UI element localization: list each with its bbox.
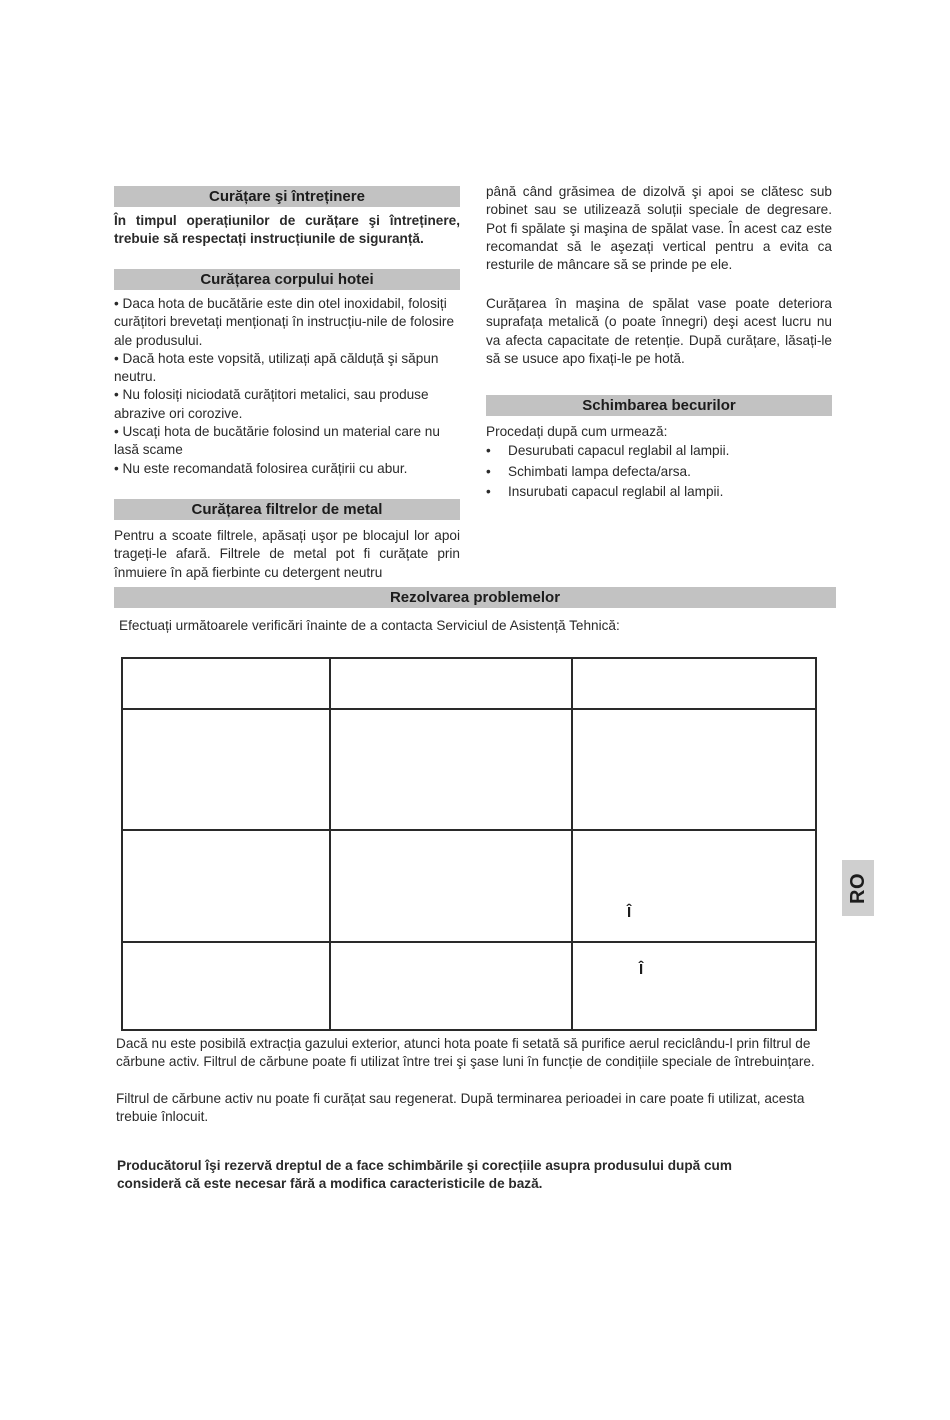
manufacturer-note: Producătorul îşi rezervă dreptul de a face schimbările şi corecțiile asupra produsului după cum consideră că este necesar fără a modifica caracteristicile de bază. [117,1158,732,1192]
table-cell [572,830,816,942]
body-cleaning-list [114,295,460,478]
body-cleaning-item: • Nu folosiți niciodată curățitori metalici, sau produse abrazive ori corozive. [114,387,429,421]
bulbs-intro: Procedați după cum urmează: [486,424,668,439]
language-tab [842,860,874,916]
cleaning-intro: În timpul operațiunilor de curățare şi întreținere, trebuie să respectați instrucțiunile de siguranță. [114,213,460,247]
bulbs-step: • Desurubati capacul reglabil al lampii. [486,441,832,462]
troubleshooting-table [121,657,817,1031]
troubleshooting-heading: Rezolvarea problemelor [114,587,836,608]
table-glyph: Î [627,904,632,921]
troubleshooting-intro: Efectuați următoarele verificări înainte de a contacta Serviciul de Asistență Tehnică: [119,618,620,633]
language-tab-label: RO [846,872,869,904]
body-cleaning-item: • Uscați hota de bucătărie folosind un material care nu lasă scame [114,424,440,458]
table-cell [572,709,816,830]
table-cell [122,942,330,1030]
table-cell [330,830,572,942]
body-cleaning-item: • Daca hota de bucătărie este din otel inoxidabil, folosiți curățitori brevetați menționați în instrucțiu-nile de folosire ale produsului. [114,296,455,348]
body-cleaning-item: • Nu este recomandată folosirea curățirii cu abur. [114,460,408,476]
bulbs-heading: Schimbarea becurilor [486,395,832,416]
table-row [122,942,816,1030]
bulbs-step: • Schimbati lampa defecta/arsa. [486,462,832,483]
carbon-filter-text-2: Filtrul de cărbune activ nu poate fi curățat sau regenerat. După terminarea perioadei in care poate fi utilizat, acesta trebuie înlocuit. [116,1091,805,1125]
table-cell [330,658,572,709]
table-cell [330,709,572,830]
bulbs-step: • Insurubati capacul reglabil al lampii. [486,482,832,503]
table-row [122,830,816,942]
bulbs-steps [486,441,832,503]
filters-text: Pentru a scoate filtrele, apăsați uşor pe blocajul lor apoi trageți-le afară. Filtrele de metal pot fi curățate prin înmuiere în apă fierbinte cu detergent neutru [114,528,460,580]
table-cell [572,658,816,709]
table-glyph: Î [639,961,644,978]
table-cell [572,942,816,1030]
body-cleaning-heading: Curățarea corpului hotei [114,269,460,290]
table-row [122,709,816,830]
table-cell [122,709,330,830]
table-row [122,658,816,709]
filters-heading: Curățarea filtrelor de metal [114,499,460,520]
dishwasher-note: Curățarea în maşina de spălat vase poate deteriora suprafața metalică (o poate înnegri) deşi acest lucru nu va afecta capacitate de retenție. După curățare, lăsați-le să se usuce apo fixați-le pe hotă. [486,296,832,366]
table-cell [122,830,330,942]
cleaning-heading: Curățare şi întreținere [114,186,460,207]
table-cell [330,942,572,1030]
carbon-filter-text: Dacă nu este posibilă extracția gazului exterior, atunci hota poate fi setată să purifice aerul reciclându-l prin filtrul de cărbune activ. Filtrul de cărbune poate fi utilizat între trei şi şase luni în funcție de condițiile speciale de întrebuințare. [116,1036,815,1070]
filters-continued-text: până când grăsimea de dizolvă şi apoi se clătesc sub robinet sau se utilizează soluții speciale de degresare. Pot fi spălate şi maşina de spălat vase. În acest caz este recomandat să le aşezați vertical pentru a evita ca resturile de mâncare să se prinde pe ele. [486,184,832,273]
body-cleaning-item: • Dacă hota este vopsită, utilizați apă călduță şi săpun neutru. [114,350,439,385]
table-cell [122,658,330,709]
